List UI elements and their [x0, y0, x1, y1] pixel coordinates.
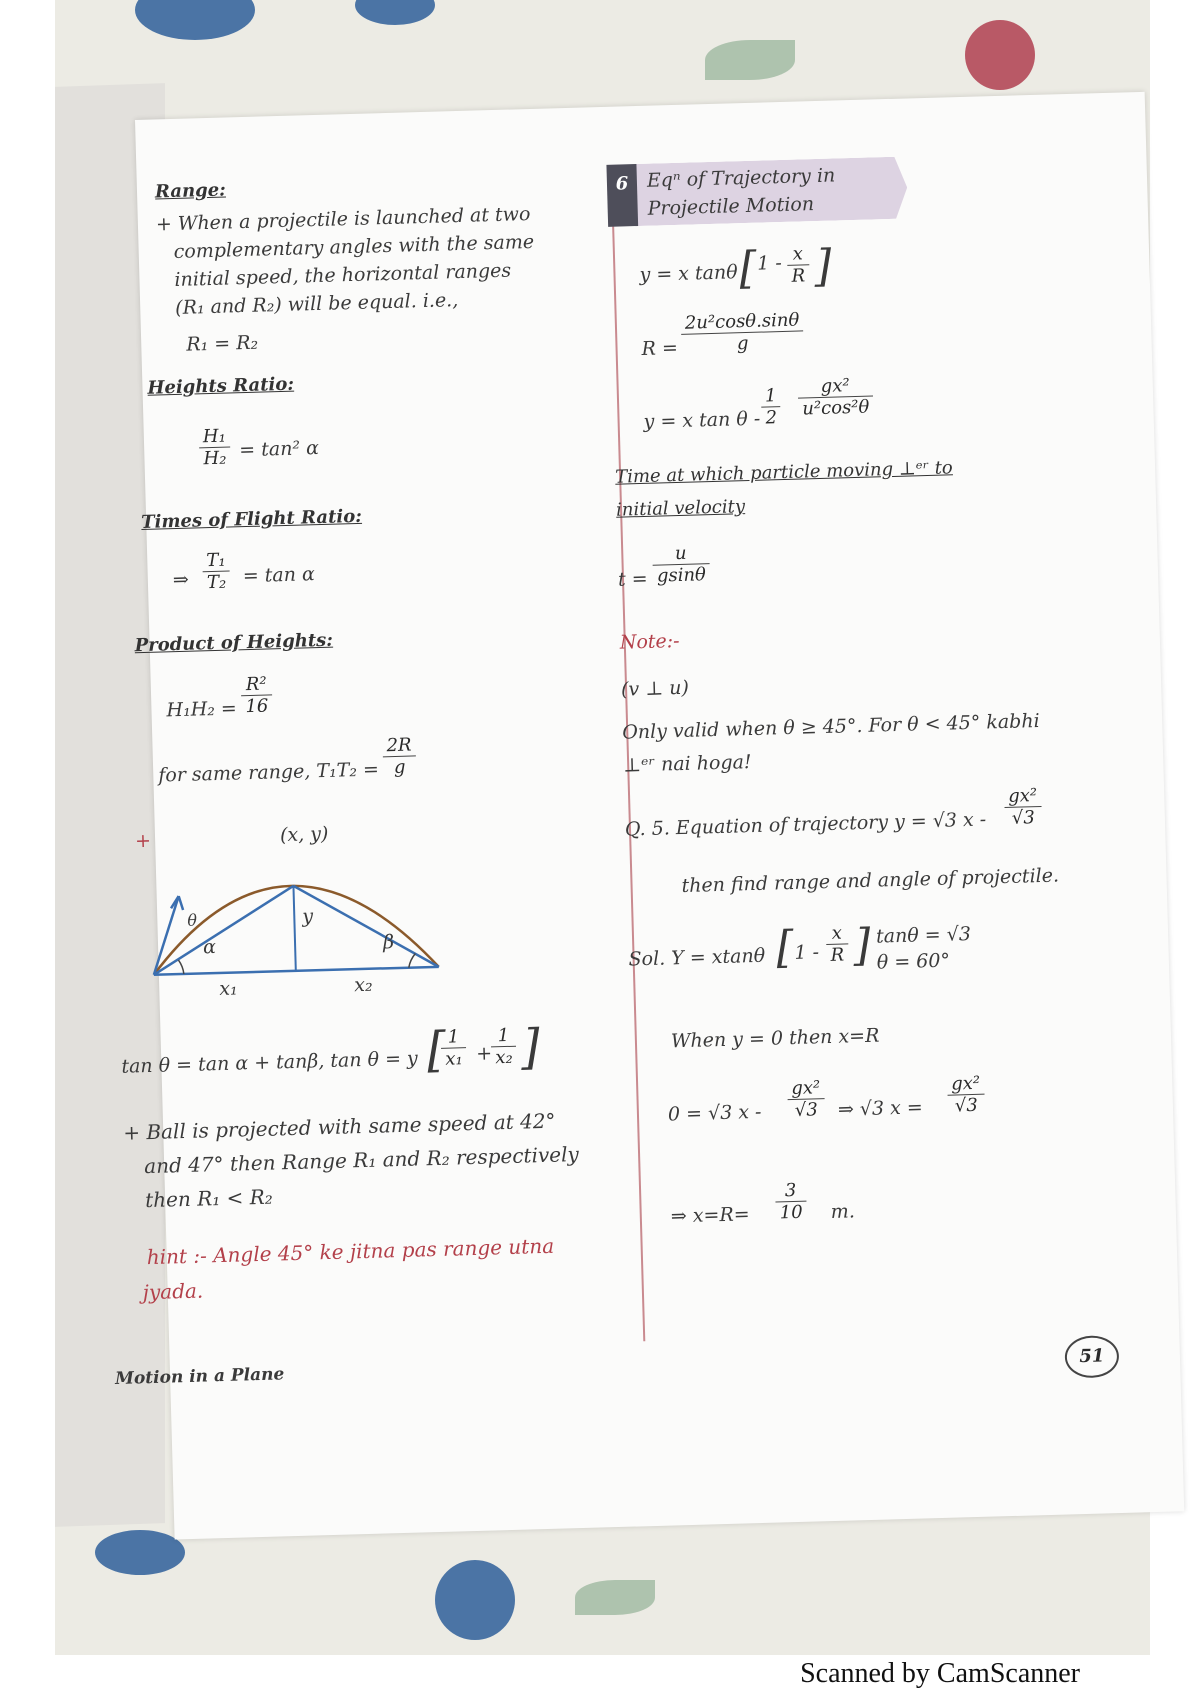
- chapter-title: Motion in a Plane: [114, 1364, 285, 1390]
- note-label: Note:-: [619, 630, 680, 654]
- fraction-denominator: H₂: [203, 447, 227, 470]
- ball-text: and 47° then Range R₁ and R₂ respectively: [143, 1142, 580, 1179]
- time-of-flight-fraction: [202, 550, 230, 594]
- eq3-fraction-1: [761, 385, 782, 429]
- solution-answer-fraction: [775, 1180, 807, 1224]
- range-text: complementary angles with the same: [173, 230, 535, 263]
- tan-fraction-2: [490, 1025, 517, 1069]
- bullet-plus: +: [134, 829, 152, 853]
- eq3-fraction-2: [797, 375, 873, 420]
- leaf-decoration: [705, 40, 795, 80]
- heights-ratio-heading: Heights Ratio:: [147, 373, 295, 399]
- fraction-denominator: 2: [765, 407, 778, 429]
- y-label: y: [302, 905, 314, 928]
- note-text: Only valid when θ ≥ 45°. For θ < 45° kabhi: [621, 709, 1040, 744]
- apex-label: (x, y): [279, 822, 329, 847]
- section-number: 6: [606, 164, 638, 227]
- range-formula-fraction: [681, 309, 805, 355]
- fraction-denominator: 10: [779, 1201, 803, 1224]
- height-line: [293, 886, 295, 971]
- range-equation: R₁ = R₂: [185, 331, 259, 356]
- note-text: ⊥ᵉʳ nai hoga!: [622, 751, 752, 777]
- solution-fraction: [787, 1077, 825, 1121]
- eq1-fraction: [787, 243, 810, 287]
- solution-eq: 0 = √3 x -: [667, 1100, 762, 1126]
- trajectory-eq-1: y = x tanθ: [639, 261, 738, 286]
- product-heights-heading: Product of Heights:: [134, 629, 334, 657]
- range-text: initial speed, the horizontal ranges: [174, 259, 512, 291]
- fraction-denominator: T₂: [206, 571, 227, 594]
- heights-ratio-rhs: = tan² α: [238, 436, 320, 462]
- fraction-numerator: R²: [241, 673, 273, 696]
- fraction-denominator: g: [736, 332, 749, 355]
- eq1-inner: 1 -: [756, 252, 783, 275]
- perpendicular-time-heading: initial velocity: [615, 496, 746, 521]
- line-to-apex-left: [152, 886, 296, 975]
- alpha-arc: [178, 960, 183, 974]
- page-content: [114, 92, 1184, 1540]
- fraction-denominator: x₂: [495, 1046, 513, 1069]
- bracket-right: ]: [852, 919, 872, 972]
- same-range-fraction: [382, 734, 416, 778]
- flower-decoration: [95, 1530, 185, 1575]
- range-heading: Range:: [154, 179, 227, 203]
- alpha-label: α: [202, 936, 217, 959]
- fraction-denominator: gsinθ: [656, 564, 707, 587]
- fraction-denominator: x₁: [445, 1048, 464, 1070]
- fraction-numerator: 1: [440, 1026, 466, 1049]
- flower-decoration: [965, 20, 1035, 90]
- fraction-numerator: x: [826, 922, 848, 945]
- time-of-flight-rhs: = tan α: [242, 563, 316, 588]
- x2-label: x₂: [353, 973, 373, 997]
- bracket-right: ]: [813, 240, 833, 293]
- ball-text: + Ball is projected with same speed at 42°: [122, 1108, 556, 1145]
- fraction-denominator: R: [791, 265, 806, 287]
- solution-text: Sol. Y = xtanθ: [628, 944, 766, 971]
- theta-label: θ: [187, 910, 198, 930]
- fraction-numerator: 3: [775, 1180, 807, 1203]
- beta-label: β: [382, 931, 395, 954]
- time-formula-lhs: t =: [617, 567, 648, 591]
- tan-plus: +: [475, 1042, 493, 1065]
- fraction-denominator: √3: [954, 1094, 979, 1117]
- bracket-left: [: [775, 921, 795, 974]
- bracket-left: [: [738, 242, 758, 295]
- scanner-watermark: Scanned by CamScanner: [800, 1658, 1080, 1689]
- tan-fraction-1: [440, 1026, 467, 1070]
- solution-fraction: [947, 1073, 985, 1117]
- line-to-apex-right: [293, 882, 438, 971]
- solution-text: When y = 0 then x=R: [670, 1024, 880, 1053]
- fraction-numerator: T₁: [202, 550, 230, 573]
- heights-ratio-fraction: [199, 425, 231, 469]
- question-text: then find range and angle of projectile.: [681, 864, 1060, 898]
- time-of-flight-heading: Times of Flight Ratio:: [140, 505, 363, 533]
- fraction-denominator: u²cos²θ: [802, 396, 870, 420]
- ball-text: then R₁ < R₂: [144, 1184, 274, 1213]
- implies-arrow: ⇒: [172, 568, 190, 592]
- section-title: Eqⁿ of Trajectory in: [646, 164, 836, 192]
- question-text: Q. 5. Equation of trajectory y = √3 x -: [624, 808, 987, 841]
- solution-fraction: [826, 922, 849, 966]
- perpendicular-time-heading: Time at which particle moving ⊥ᵉʳ to: [614, 457, 954, 488]
- solution-result: θ = 60°: [876, 949, 951, 974]
- time-formula-fraction: [652, 542, 710, 587]
- page-number: 51: [1064, 1335, 1119, 1378]
- range-formula-lhs: R =: [641, 336, 679, 360]
- fraction-denominator: √3: [1011, 807, 1036, 829]
- fraction-numerator: gx²: [947, 1073, 984, 1096]
- velocity-arrow: [152, 896, 181, 975]
- solution-inner: 1 -: [794, 941, 820, 964]
- section-title: Projectile Motion: [647, 193, 815, 220]
- fraction-numerator: 2u²cosθ.sinθ: [681, 309, 804, 334]
- fraction-denominator: 16: [245, 695, 269, 718]
- fraction-numerator: x: [787, 243, 809, 266]
- range-text: + When a projectile is launched at two: [155, 203, 531, 236]
- fraction-numerator: gx²: [1004, 785, 1041, 808]
- fraction-denominator: g: [393, 756, 406, 779]
- fraction-denominator: R: [830, 944, 845, 966]
- fraction-denominator: √3: [794, 1099, 819, 1121]
- note-text: (v ⊥ u): [620, 676, 690, 701]
- solution-eq: ⇒ √3 x =: [837, 1096, 924, 1121]
- fraction-numerator: H₁: [199, 425, 231, 448]
- tan-equation: tan θ = tan α + tanβ, tan θ = y: [121, 1047, 419, 1078]
- x1-label: x₁: [218, 977, 238, 1000]
- bracket-left: [: [426, 1021, 447, 1079]
- solution-unit: m.: [830, 1200, 856, 1223]
- fraction-numerator: u: [652, 542, 710, 566]
- fraction-numerator: 1: [761, 385, 781, 408]
- solution-result: tanθ = √3: [875, 922, 972, 948]
- hint-text: jyada.: [142, 1278, 204, 1305]
- fraction-numerator: gx²: [797, 375, 873, 399]
- leaf-decoration: [575, 1580, 655, 1615]
- fraction-numerator: 1: [490, 1025, 516, 1048]
- product-heights-fraction: [241, 673, 273, 717]
- bracket-right: ]: [520, 1019, 541, 1076]
- flower-decoration: [435, 1560, 515, 1640]
- solution-answer: ⇒ x=R=: [670, 1203, 750, 1228]
- fraction-numerator: gx²: [787, 1077, 824, 1100]
- beta-arc: [408, 953, 415, 967]
- range-text: (R₁ and R₂) will be equal. i.e.,: [174, 289, 459, 319]
- flower-decoration: [355, 0, 435, 25]
- same-range-text: for same range, T₁T₂ =: [158, 758, 380, 787]
- question-fraction: [1004, 785, 1042, 829]
- fraction-numerator: 2R: [382, 734, 416, 757]
- hint-text: hint :- Angle 45° ke jitna pas range utna: [146, 1233, 555, 1270]
- trajectory-eq-3: y = x tan θ -: [643, 407, 761, 433]
- flower-decoration: [135, 0, 255, 40]
- product-heights-lhs: H₁H₂ =: [166, 697, 238, 722]
